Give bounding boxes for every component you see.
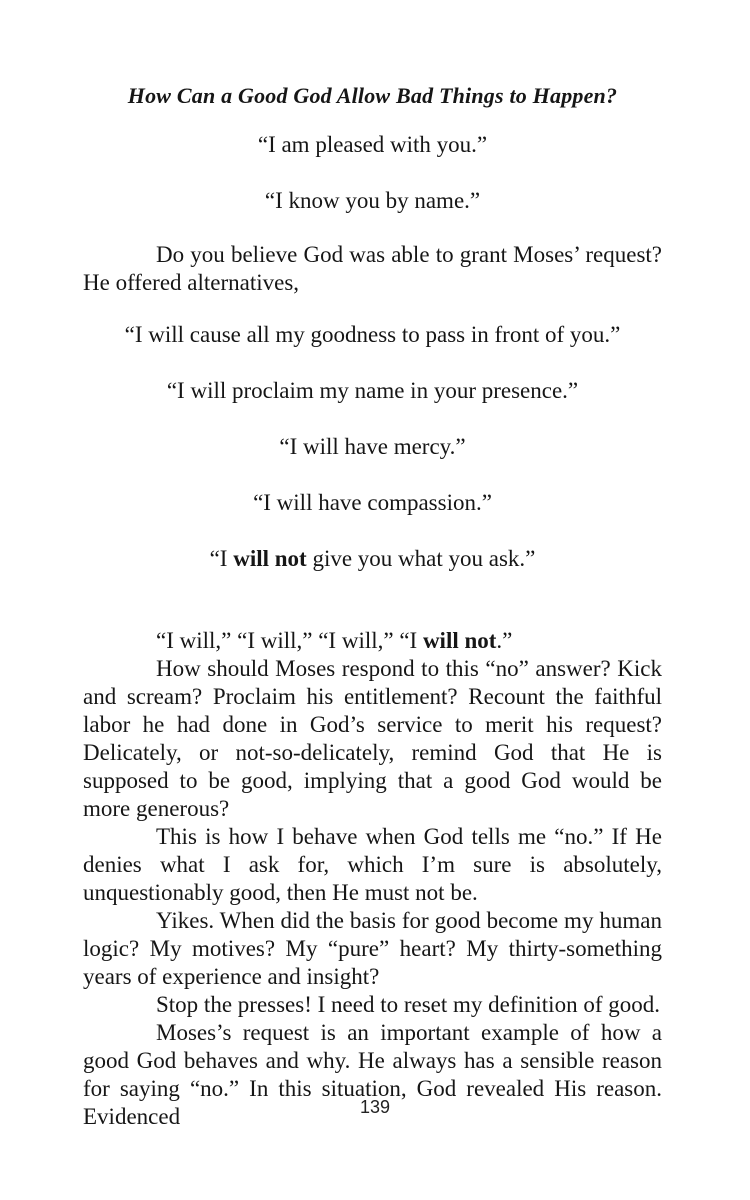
quote-will-not (83, 545, 662, 573)
quote-mercy: “I will have mercy.” (279, 434, 466, 459)
i-will-line-pre: “I will,” “I will,” “I will,” “I (156, 628, 423, 653)
quote-will-not-post: give you what you ask.” (306, 546, 536, 571)
i-will-line-post: .” (496, 628, 513, 653)
quote-compassion: “I will have compassion.” (253, 490, 492, 515)
paragraph-i-will-summary (83, 627, 662, 655)
quote-will-not-pre: “I (209, 546, 234, 571)
i-will-line-bold: will not (422, 628, 497, 653)
quote-pleased: “I am pleased with you.” (257, 132, 488, 157)
quote-proclaim: “I will proclaim my name in your presence.” (166, 378, 579, 403)
quote-know-by-name: “I know you by name.” (264, 188, 481, 213)
paragraph-moses-request: Moses’s request is an important example of how a good God behaves and why. He always has a sensible reason for saying “no.” In this situation, God revealed His reason. Evidenced (83, 1020, 662, 1129)
paragraph-this-is-how: This is how I behave when God tells me “no.” If He denies what I ask for, which I’m sure is absolutely, unquestionably good, then He must not be. (83, 824, 662, 905)
quote-will-not-bold: will not (233, 546, 307, 571)
chapter-title: How Can a Good God Allow Bad Things to Happen? (127, 83, 618, 108)
paragraph-yikes: Yikes. When did the basis for good become my human logic? My motives? My “pure” heart? My thirty-something years of experience and insight? (83, 908, 662, 989)
paragraph-stop-presses: Stop the presses! I need to reset my definition of good. (156, 992, 660, 1017)
page-number: 139 (359, 1097, 391, 1117)
paragraph-how-should: How should Moses respond to this “no” answer? Kick and scream? Proclaim his entitlement? Recount the faithful labor he had done in God’s service to merit his request? Delicately, or not-so-delicately, remind God that He is supposed to be good, implying that a good God would be more generous? (83, 656, 662, 821)
quote-goodness: “I will cause all my goodness to pass in front of you.” (124, 322, 621, 347)
paragraph-intro: Do you believe God was able to grant Moses’ request? He offered alternatives, (83, 242, 662, 295)
